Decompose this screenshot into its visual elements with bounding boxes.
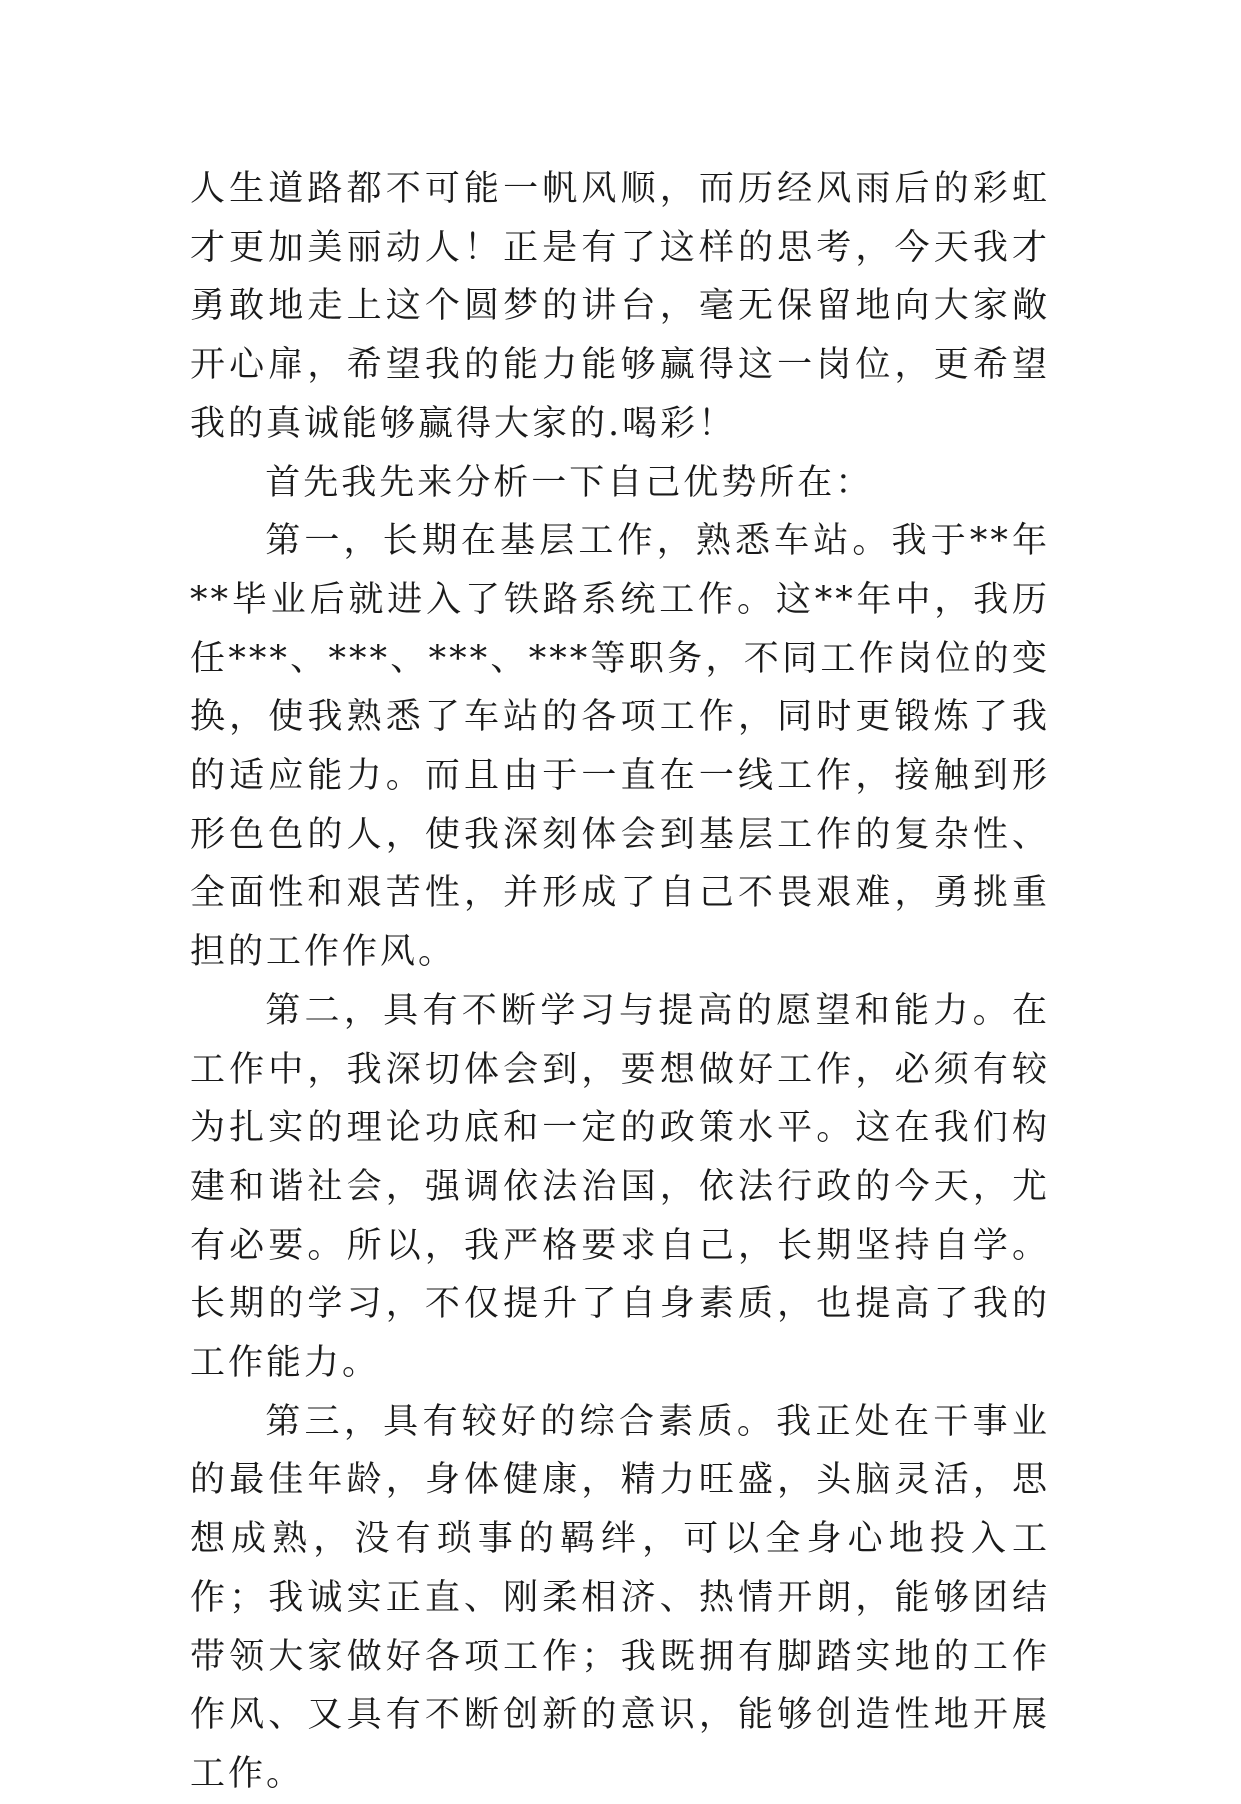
paragraph-intro-continuation: 人生道路都不可能一帆风顺，而历经风雨后的彩虹才更加美丽动人！正是有了这样的思考，今天我才勇敢地走上这个圆梦的讲台，毫无保留地向大家敞开心扉，希望我的能力能够赢得这一岗位，更希望我的真诚能够赢得大家的.喝彩！ (190, 169, 1050, 444)
paragraph-advantage-first: 第一，长期在基层工作，熟悉车站。我于**年**毕业后就进入了铁路系统工作。这**年中，我历任***、***、***、***等职务，不同工作岗位的变换，使我熟悉了车站的各项工作，同时更锻炼了我的适应能力。而且由于一直在一线工作，接触到形形色色的人，使我深刻体会到基层工作的复杂性、全面性和艰苦性，并形成了自己不畏艰难，勇挑重担的工作作风。 (190, 521, 1050, 973)
body-text (190, 160, 1050, 1804)
paragraph-advantages-heading: 首先我先来分析一下自己优势所在： (265, 462, 874, 503)
paragraph-advantage-third: 第三，具有较好的综合素质。我正处在干事业的最佳年龄，身体健康，精力旺盛，头脑灵活，思想成熟，没有琐事的羁绊，可以全身心地投入工作；我诚实正直、刚柔相济、热情开朗，能够团结带领大家做好各项工作；我既拥有脚踏实地的工作作风、又具有不断创新的意识，能够创造性地开展工作。 (190, 1401, 1050, 1794)
paragraph-advantage-second: 第二，具有不断学习与提高的愿望和能力。在工作中，我深切体会到，要想做好工作，必须有较为扎实的理论功底和一定的政策水平。这在我们构建和谐社会，强调依法治国，依法行政的今天，尤有必要。所以，我严格要求自己，长期坚持自学。长期的学习，不仅提升了自身素质，也提高了我的工作能力。 (190, 990, 1050, 1384)
